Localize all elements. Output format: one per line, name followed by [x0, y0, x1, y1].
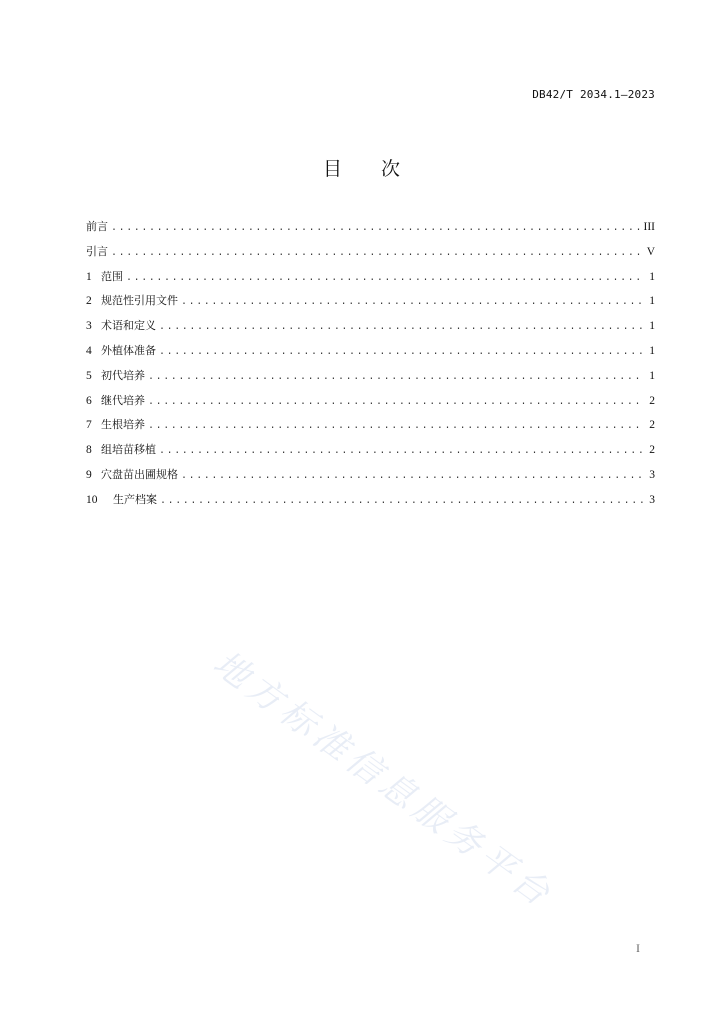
toc-entry-page: 3	[649, 468, 655, 481]
toc-entry-page: III	[643, 221, 655, 233]
toc-entry-label: 继代培养	[101, 393, 145, 407]
toc-entry-label: 初代培养	[101, 368, 145, 382]
toc-entry-page: 1	[649, 369, 655, 382]
table-of-contents	[86, 220, 655, 518]
toc-leader-dots	[148, 396, 643, 410]
toc-entry-label: 规范性引用文件	[101, 294, 178, 308]
watermark: 地方标准信息服务平台	[205, 643, 561, 917]
toc-entry-1[interactable]	[86, 270, 655, 295]
toc-leader-dots	[159, 445, 643, 459]
toc-entry-number: 2	[86, 295, 92, 308]
toc-entry-5[interactable]	[86, 369, 655, 394]
toc-entry-9[interactable]	[86, 468, 655, 493]
toc-entry-number: 1	[86, 270, 92, 283]
toc-entry-3[interactable]	[86, 319, 655, 344]
toc-entry-number: 10	[86, 493, 98, 506]
toc-entry-label: 术语和定义	[101, 319, 156, 333]
toc-entry-label: 生产档案	[113, 492, 157, 506]
toc-entry-10[interactable]	[86, 493, 655, 518]
toc-entry-4[interactable]	[86, 344, 655, 369]
toc-leader-dots	[159, 321, 643, 335]
toc-entry-label: 组培苗移植	[101, 443, 156, 457]
toc-entry-number: 5	[86, 369, 92, 382]
toc-title-char-1: 目	[322, 158, 343, 180]
toc-entry-page: 3	[649, 493, 655, 506]
toc-entry-7[interactable]	[86, 418, 655, 443]
toc-leader-dots	[148, 371, 643, 385]
toc-entry-label: 范围	[101, 269, 123, 283]
toc-leader-dots	[181, 470, 643, 484]
toc-entry-page: 2	[649, 444, 655, 457]
toc-leader-dots	[160, 495, 643, 509]
toc-leader-dots	[126, 272, 643, 286]
toc-entry-foreword[interactable]	[86, 220, 655, 245]
toc-entry-number: 8	[86, 444, 92, 457]
toc-entry-6[interactable]	[86, 394, 655, 419]
toc-entry-number: 4	[86, 344, 92, 357]
toc-entry-introduction[interactable]	[86, 245, 655, 270]
page-number: I	[636, 941, 640, 955]
toc-entry-number: 7	[86, 419, 92, 432]
toc-entry-label: 外植体准备	[101, 343, 156, 357]
toc-entry-page: 2	[649, 394, 655, 407]
toc-entry-number: 6	[86, 394, 92, 407]
standard-code: DB42/T 2034.1—2023	[532, 88, 655, 101]
toc-leader-dots	[148, 420, 643, 434]
toc-entry-label: 引言	[86, 244, 108, 258]
toc-leader-dots	[111, 247, 643, 261]
toc-leader-dots	[111, 222, 640, 236]
toc-entry-page: 1	[649, 270, 655, 283]
toc-entry-page: 1	[649, 320, 655, 333]
toc-title	[0, 154, 724, 181]
toc-title-char-2: 次	[381, 158, 402, 180]
toc-entry-page: 1	[649, 344, 655, 357]
toc-entry-label: 生根培养	[101, 418, 145, 432]
toc-entry-8[interactable]	[86, 443, 655, 468]
toc-entry-label: 前言	[86, 220, 108, 233]
toc-entry-page: 2	[649, 419, 655, 432]
toc-entry-page: V	[646, 245, 655, 258]
toc-entry-label: 穴盘苗出圃规格	[101, 467, 178, 481]
toc-entry-page: 1	[649, 295, 655, 308]
toc-leader-dots	[159, 346, 643, 360]
toc-entry-number: 3	[86, 320, 92, 333]
toc-entry-number: 9	[86, 468, 92, 481]
toc-entry-2[interactable]	[86, 294, 655, 319]
toc-leader-dots	[181, 296, 643, 310]
